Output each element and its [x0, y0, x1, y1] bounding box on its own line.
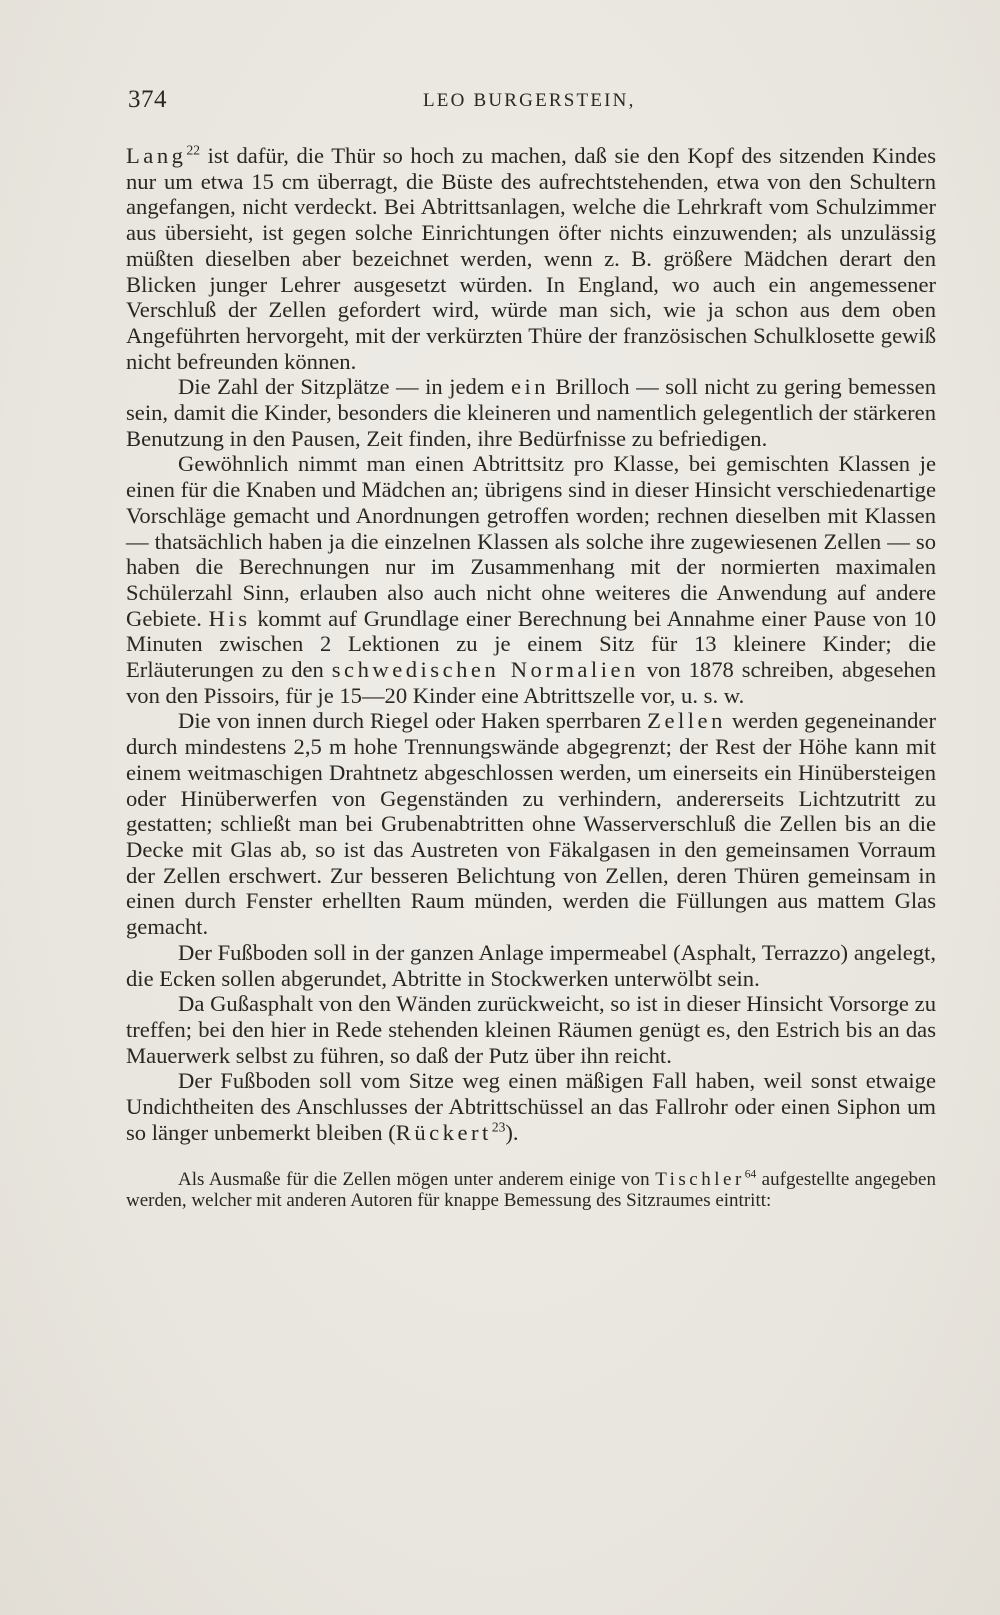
paragraph-text: werden gegeneinander durch mindestens 2,5 m hohe Trennungswände abgegrenzt; der Rest der Höhe kann mit einem weitmaschigen Drahtnetz abgeschlossen werden, um einerseits ein Hinübersteigen oder Hinüberwerfen von Gegenständen zu verhindern, andererseits Lichtzutritt zu gestatten; schließt man bei Grubenabtritten ohne Wasserverschluß die Zellen bis an die Decke mit Glas ab, so ist das Austreten von Fäkalgasen in den gemeinsamen Vorraum der Zellen erschwert. Zur besseren Belichtung von Zellen, deren Thüren gemeinsam in einen durch Fenster erhellten Raum münden, werden die Füllungen aus mattem Glas gemacht. [126, 708, 936, 940]
paragraph-4 [126, 708, 936, 939]
emphasized-word: Zellen [647, 708, 726, 734]
paragraph-text: von 1878 schreiben, abgesehen von den Pissoirs, für je 15—20 Kinder eine Abtrittszelle vor, u. s. w. [126, 657, 936, 708]
reference-mark: 64 [744, 1169, 757, 1182]
paragraph-1 [126, 143, 936, 374]
paragraph-text: aufgestellte angegeben werden, welcher mit anderen Autoren für knappe Bemessung des Sitzraumes eintritt: [126, 1169, 936, 1212]
emphasized-word: schwedischen Normalien [331, 657, 639, 683]
reference-mark: 23 [491, 1119, 506, 1135]
paragraph-text: ist dafür, die Thür so hoch zu machen, daß sie den Kopf des sitzenden Kindes nur um etwa 15 cm überragt, die Büste des aufrechtstehenden, etwa von den Schultern angefangen, nicht verdeckt. Bei Abtrittsanlagen, welche die Lehrkraft vom Schulzimmer aus übersieht, ist gegen solche Einrichtungen öfter nichts einzuwenden; als unzulässig müßten dieselben aber bezeichnet werden, wenn z. B. größere Mädchen derart den Blicken junger Lehrer ausgesetzt würden. In England, wo auch ein angemessener Verschluß der Zellen gefordert wird, würde man sich, wie ja schon aus dem oben Angeführten hervorgeht, mit der verkürzten Thüre der französischen Schulklosette gewiß nicht befreunden können. [126, 143, 936, 374]
paragraph-text: Brilloch — soll nicht zu gering bemessen sein, damit die Kinder, besonders die kleineren und namentlich gelegentlich der stärkeren Benutzung in den Pausen, Zeit finden, ihre Bedürfnisse zu befriedigen. [126, 374, 936, 451]
author-name: His [208, 605, 251, 631]
running-head: LEO BURGERSTEIN, [423, 90, 636, 111]
author-name: Tischler [655, 1169, 745, 1191]
paragraph-text: kommt auf Grundlage einer Berechnung bei Annahme einer Pause von 10 Minuten zwischen 2 Lektionen zu je einem Sitz für 13 kleinere Kinder; die Erläuterungen zu den [126, 605, 936, 683]
paragraph-2 [126, 374, 936, 451]
paragraph-3 [126, 451, 936, 708]
paragraph-text: Als Ausmaße für die Zellen mögen unter anderem einige von [178, 1169, 656, 1191]
paragraph-text: ). [505, 1119, 519, 1145]
paragraph-text: Gewöhnlich nimmt man einen Abtrittsitz pro Klasse, bei gemischten Klassen je einen für die Knaben und Mädchen an; übrigens sind in dieser Hinsicht verschiedenartige Vorschläge gemacht und Anordnungen getroffen worden; rechnen dieselben mit Klassen — thatsächlich haben ja die einzelnen Klassen als solche ihre zugewiesenen Zellen — so haben die Berechnungen nur im Zusammenhang mit der normierten maximalen Schülerzahl Sinn, erlauben also auch nicht ohne weiteres die Anwendung auf andere Gebiete. [126, 451, 936, 631]
paragraph-text: Der Fußboden soll vom Sitze weg einen mäßigen Fall haben, weil sonst etwaige Undichtheiten des Anschlusses der Abtrittschüssel an das Fallrohr oder einen Siphon um so länger unbemerkt bleiben ( [126, 1068, 936, 1145]
paragraph-text: Die Zahl der Sitzplätze — in jedem [178, 374, 511, 400]
emphasized-word: ein [510, 374, 550, 400]
paragraph-7 [126, 1068, 936, 1145]
author-name: Rückert [395, 1119, 492, 1145]
small-print-paragraph [126, 1169, 936, 1211]
page-header [128, 86, 936, 122]
paragraph-6: Da Gußasphalt von den Wänden zurückweicht, so ist in dieser Hinsicht Vorsorge zu treffen; bei den hier in Rede stehenden kleinen Räumen genügt es, den Estrich bis an das Mauerwerk selbst zu führen, so daß der Putz über ihn reicht. [126, 991, 936, 1068]
body-text [126, 143, 936, 1211]
paragraph-text: Die von innen durch Riegel oder Haken sperrbaren [178, 708, 648, 734]
page-number: 374 [128, 86, 167, 113]
reference-mark: 22 [186, 142, 200, 158]
paragraph-5: Der Fußboden soll in der ganzen Anlage impermeabel (Asphalt, Terrazzo) angelegt, die Ecken sollen abgerundet, Abtritte in Stockwerken unterwölbt sein. [126, 939, 936, 991]
author-name: Lang [126, 143, 187, 168]
